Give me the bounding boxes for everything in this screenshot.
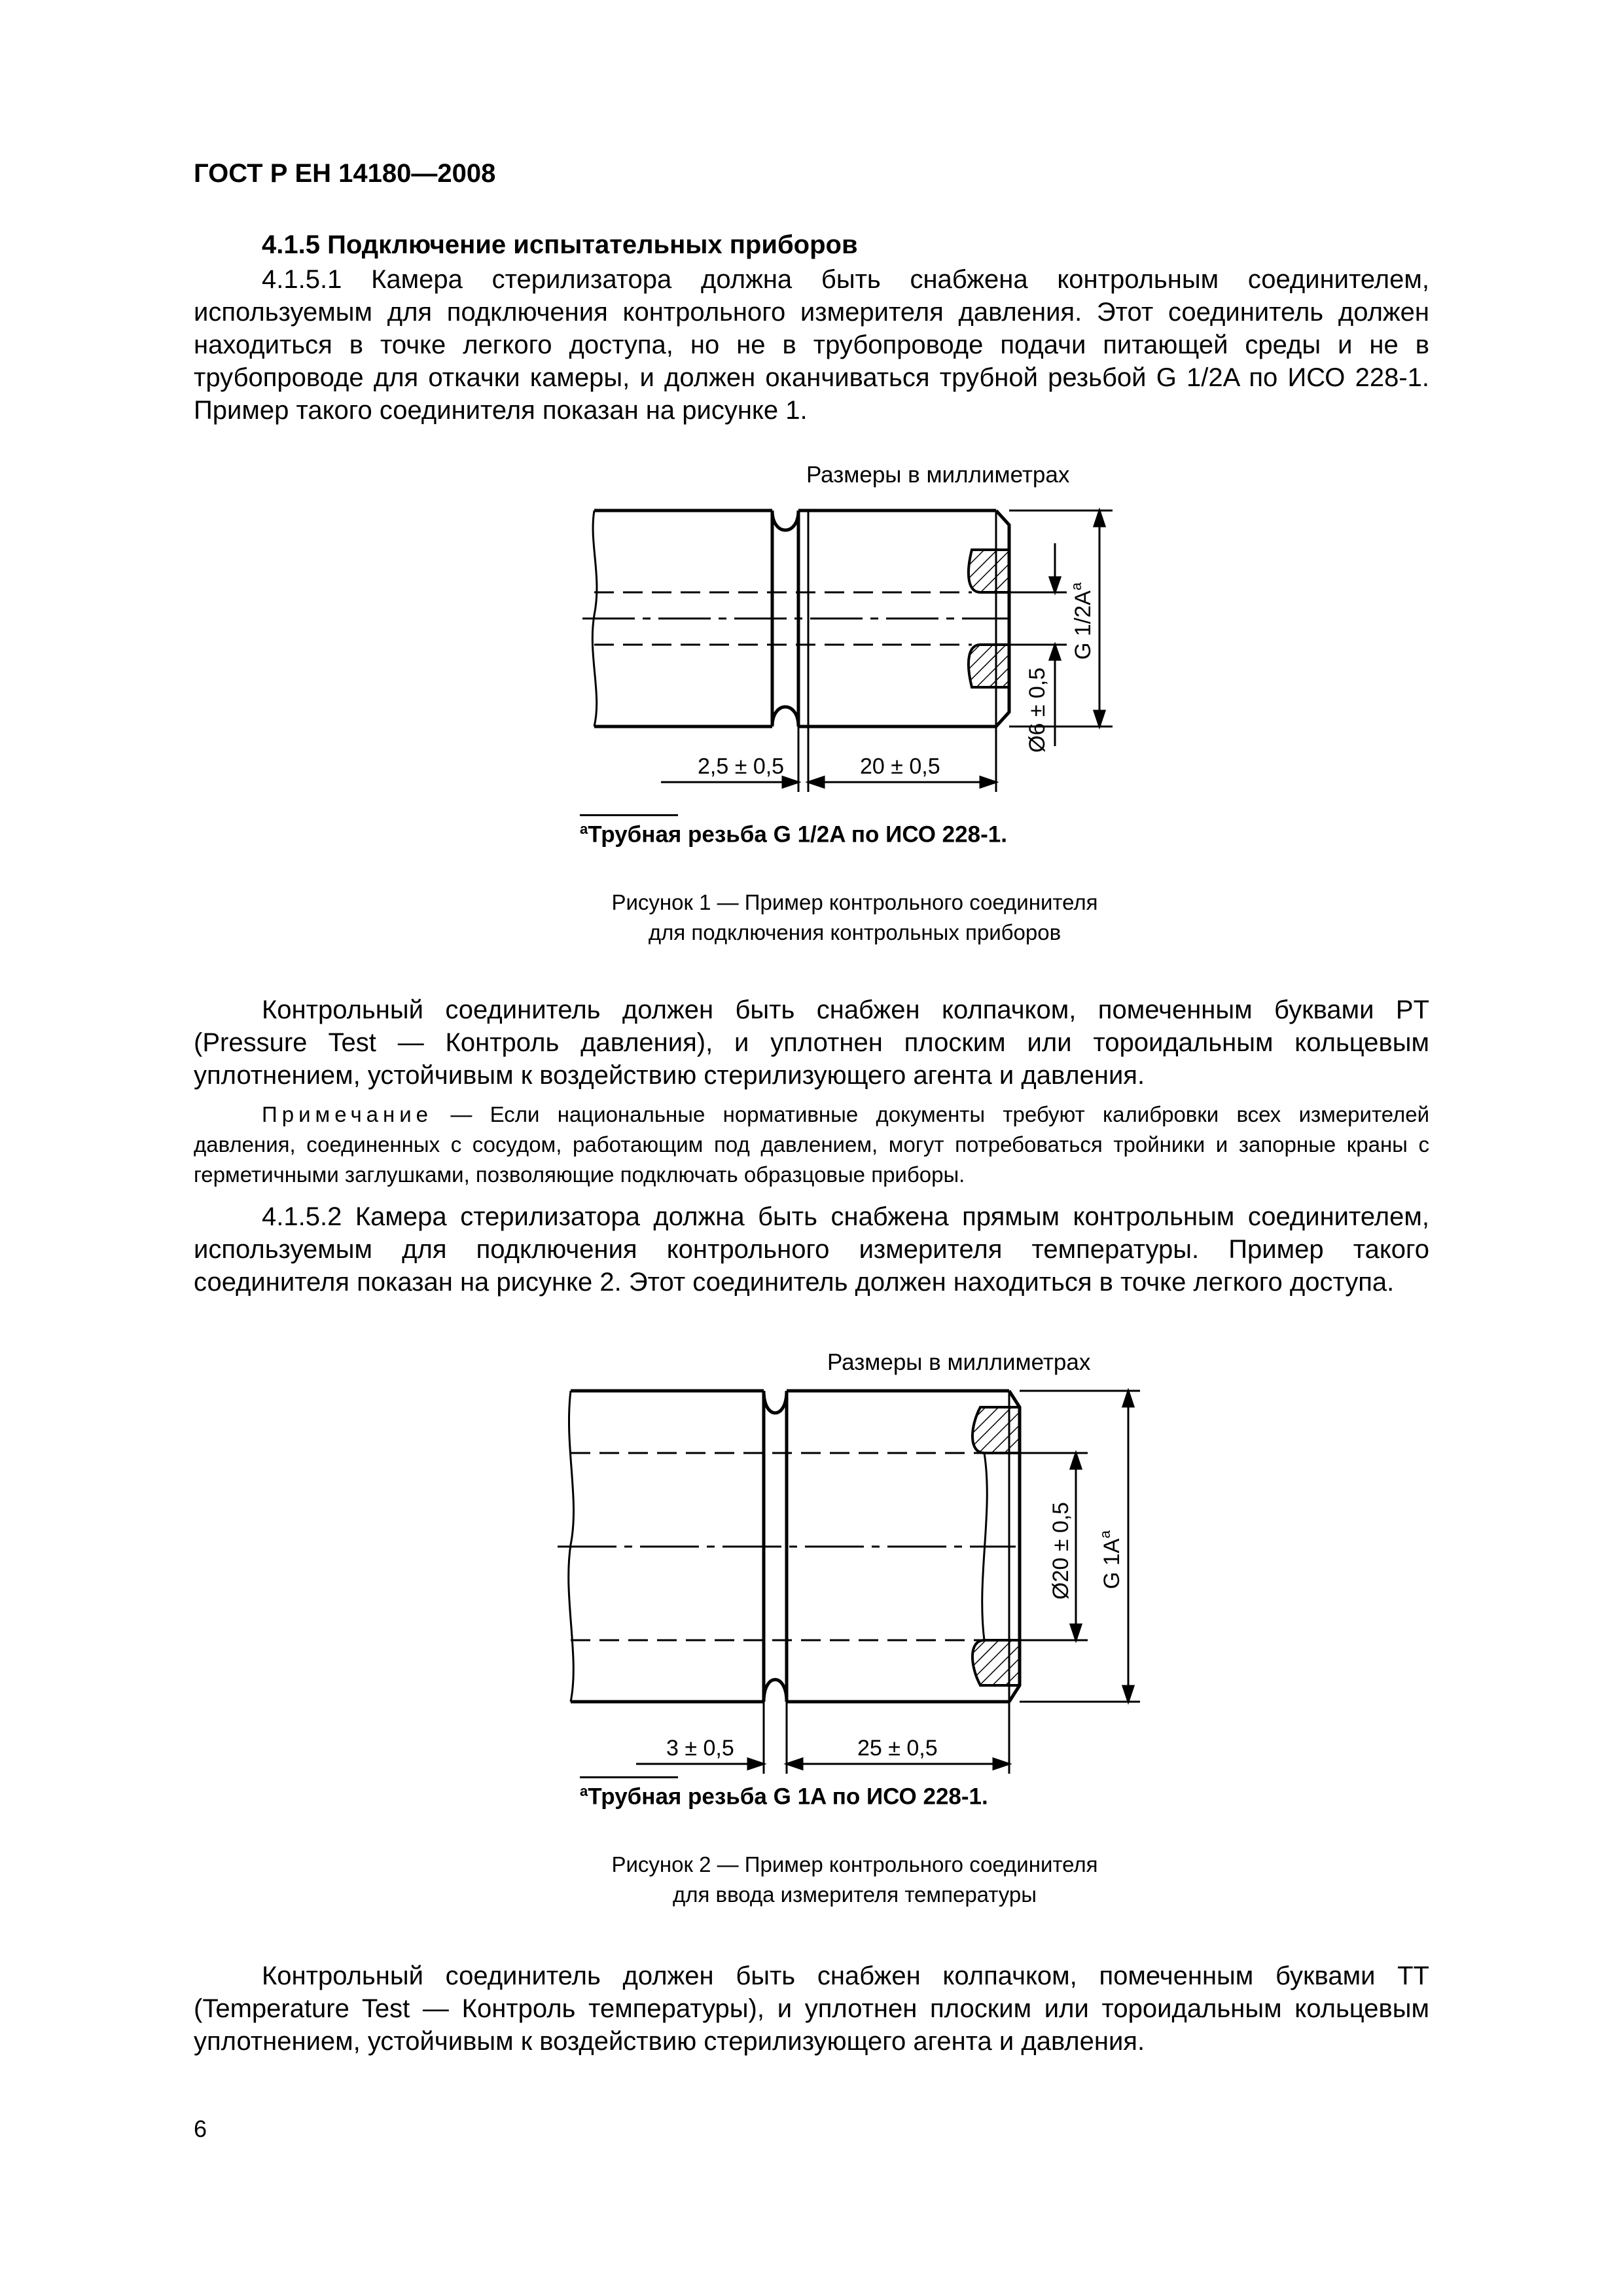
note-text: — Если национальные нормативные документы требуют калибровки всех измерителей давления, соединенных с сосудом, работающим под давлением, могут потребоваться тройники и запорные краны с герметичными заглушками, позволяющие подключать образцовые приборы. [194,1102,1429,1187]
figure2-caption: Рисунок 2 — Пример контрольного соединителя для ввода измерителя температуры [611,1852,1098,1907]
page-number: 6 [194,2115,207,2142]
figure1-dim-thread: G $1/2A^a$ [1068,582,1096,660]
figure1-dim-bore: Ø6 ± 0,5 [1025,667,1050,753]
note [194,1100,1429,1190]
paragraph-4-1-5-2: 4.1.5.2 Камера стерилизатора должна быть снабжена прямым контрольным соединителем, используемым для подключения контрольного измерителя температуры. Пример такого соединителя показан на рисунке 2. Этот соединитель должен находиться в точке легкого доступа. [194,1202,1429,1297]
figure2-units: Размеры в миллиметрах [827,1350,1091,1375]
figure1-drawing [576,504,1178,812]
figure2-dim-bore: Ø20 ± 0,5 [1048,1501,1073,1600]
paragraph-4-1-5-1 [194,263,1429,427]
figure1-dim-length: 20 ± 0,5 [860,754,940,779]
note-label: Примечание [262,1102,433,1126]
figure2-dim-groove: 3 ± 0,5 [666,1736,734,1761]
figure1-caption: Рисунок 1 — Пример контрольного соединителя для подключения контрольных приборов [611,890,1098,944]
document-header: ГОСТ Р ЕН 14180—2008 [194,159,496,188]
figure1-dim-groove: 2,5 ± 0,5 [698,754,785,779]
figure1-units: Размеры в миллиметрах [806,462,1070,488]
paragraph-tt-cap: Контрольный соединитель должен быть снабжен колпачком, помеченным буквами TT (Temperature Test — Контроль температуры), и уплотнен плоским или тороидальным кольцевым уплотнением, устойчивым к воздействию стерилизующего агента и давления. [194,1962,1429,2056]
figure2-footnote-rule [580,1776,678,1778]
figure2-dim-thread: G $1A^a$ [1097,1530,1124,1589]
section-title: 4.1.5 Подключение испытательных приборов [262,230,858,259]
paragraph-pt-cap: Контрольный соединитель должен быть снабжен колпачком, помеченным буквами PT (Pressure Test — Контроль давления), и уплотнен плоским или тороидальным кольцевым уплотнением, устойчивым к воздействию стерилизующего агента и давления. [194,996,1429,1090]
paragraph-text: 4.1.5.1 Камера стерилизатора должна быть снабжена контрольным соединителем, используемым для подключения контрольного измерителя давления. Этот соединитель должен находиться в точке легкого доступа, но не в трубопроводе подачи питающей среды и не в трубопроводе для откачки камеры, и должен оканчиваться трубной резьбой G 1/2A по ИСО 228-1. Пример такого соединителя показан на рисунке 1. [194,265,1429,425]
figure2-dim-length: 25 ± 0,5 [857,1736,938,1761]
figure1-footnote-rule [580,814,678,816]
figure1-footnote: $^a$Трубная резьба G 1/2A по ИСО 228-1. [580,821,1007,848]
figure2-drawing [558,1381,1166,1774]
figure2-footnote: $^a$Трубная резьба G 1A по ИСО 228-1. [580,1783,988,1810]
